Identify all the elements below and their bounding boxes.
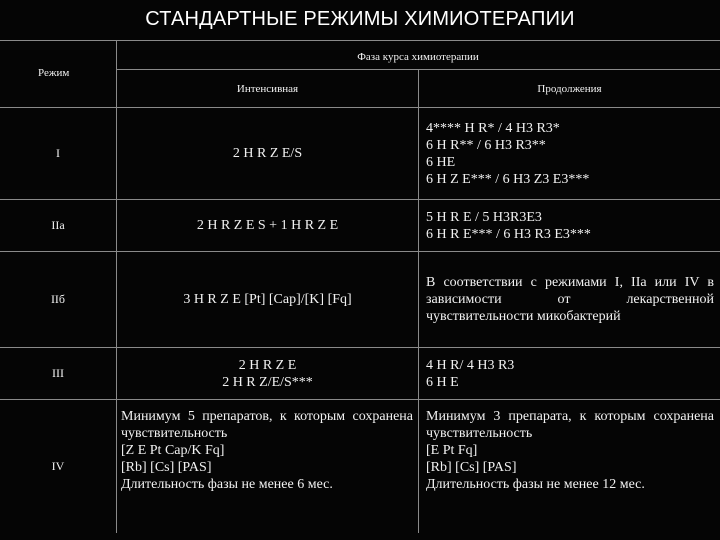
- intensive-cell: [117, 200, 418, 251]
- continuation-cell: [426, 252, 714, 347]
- header-continuation: Продолжения: [537, 82, 602, 95]
- continuation-line: 6 HE: [426, 154, 456, 170]
- intensive-line: 2 H R Z E: [238, 357, 297, 373]
- intensive-line: [Rb] [Cs] [PAS]: [121, 460, 212, 475]
- continuation-line: 6 H R** / 6 H3 R3**: [426, 137, 546, 153]
- header-phase: Фаза курса химиотерапии: [357, 50, 479, 63]
- intensive-line: 2 H R Z/E/S***: [222, 374, 313, 390]
- continuation-line: Длительность фазы не менее 12 мес.: [426, 477, 645, 492]
- intensive-line: 2 H R Z E/S: [232, 146, 303, 161]
- continuation-line: [Rb] [Cs] [PAS]: [426, 460, 517, 475]
- continuation-line: 6 H R E*** / 6 H3 R3 E3***: [426, 226, 591, 242]
- regimens-table: [0, 40, 720, 533]
- continuation-line: 6 H Z E*** / 6 H3 Z3 E3***: [426, 171, 590, 187]
- continuation-cell: [426, 200, 716, 251]
- continuation-line: Минимум 3 препарата, к которым сохранена чувствительность: [426, 409, 714, 441]
- intensive-cell: [121, 400, 413, 533]
- divider-phase-header: [116, 69, 720, 70]
- intensive-cell: [117, 348, 418, 399]
- continuation-line: 5 H R E / 5 H3R3E3: [426, 209, 542, 225]
- intensive-line: [Z E Pt Cap/K Fq]: [121, 443, 225, 458]
- divider-vertical-middle: [418, 69, 419, 533]
- intensive-line: 2 H R Z E S + 1 H R Z E: [196, 218, 339, 233]
- intensive-cell: [117, 252, 418, 347]
- header-intensive: Интенсивная: [236, 82, 299, 95]
- continuation-line: 6 H E: [426, 374, 459, 390]
- regimen-label: III: [52, 366, 64, 380]
- intensive-cell: [117, 108, 418, 199]
- continuation-cell: [426, 400, 714, 533]
- regimen-label: IIa: [51, 218, 65, 232]
- regimen-label: IIб: [50, 292, 66, 306]
- continuation-cell: [426, 108, 716, 199]
- continuation-cell: [426, 348, 716, 399]
- continuation-line: В соответствии с режимами I, IIa или IV в зависимости от лекарственной чувствительности микобактерий: [426, 275, 714, 324]
- header-regimen: Режим: [38, 66, 70, 79]
- intensive-line: Длительность фазы не менее 6 мес.: [121, 477, 333, 492]
- continuation-line: [E Pt Fq]: [426, 443, 478, 458]
- intensive-line: Минимум 5 препаратов, к которым сохранена чувствительность: [121, 409, 413, 441]
- intensive-line: 3 H R Z E [Pt] [Cap]/[K] [Fq]: [183, 292, 352, 307]
- continuation-line: 4 H R/ 4 H3 R3: [426, 357, 515, 373]
- regimen-label: I: [56, 146, 60, 160]
- regimen-label: IV: [51, 459, 65, 473]
- page-title: СТАНДАРТНЫЕ РЕЖИМЫ ХИМИОТЕРАПИИ: [145, 8, 575, 30]
- continuation-line: 4**** H R* / 4 H3 R3*: [426, 120, 560, 136]
